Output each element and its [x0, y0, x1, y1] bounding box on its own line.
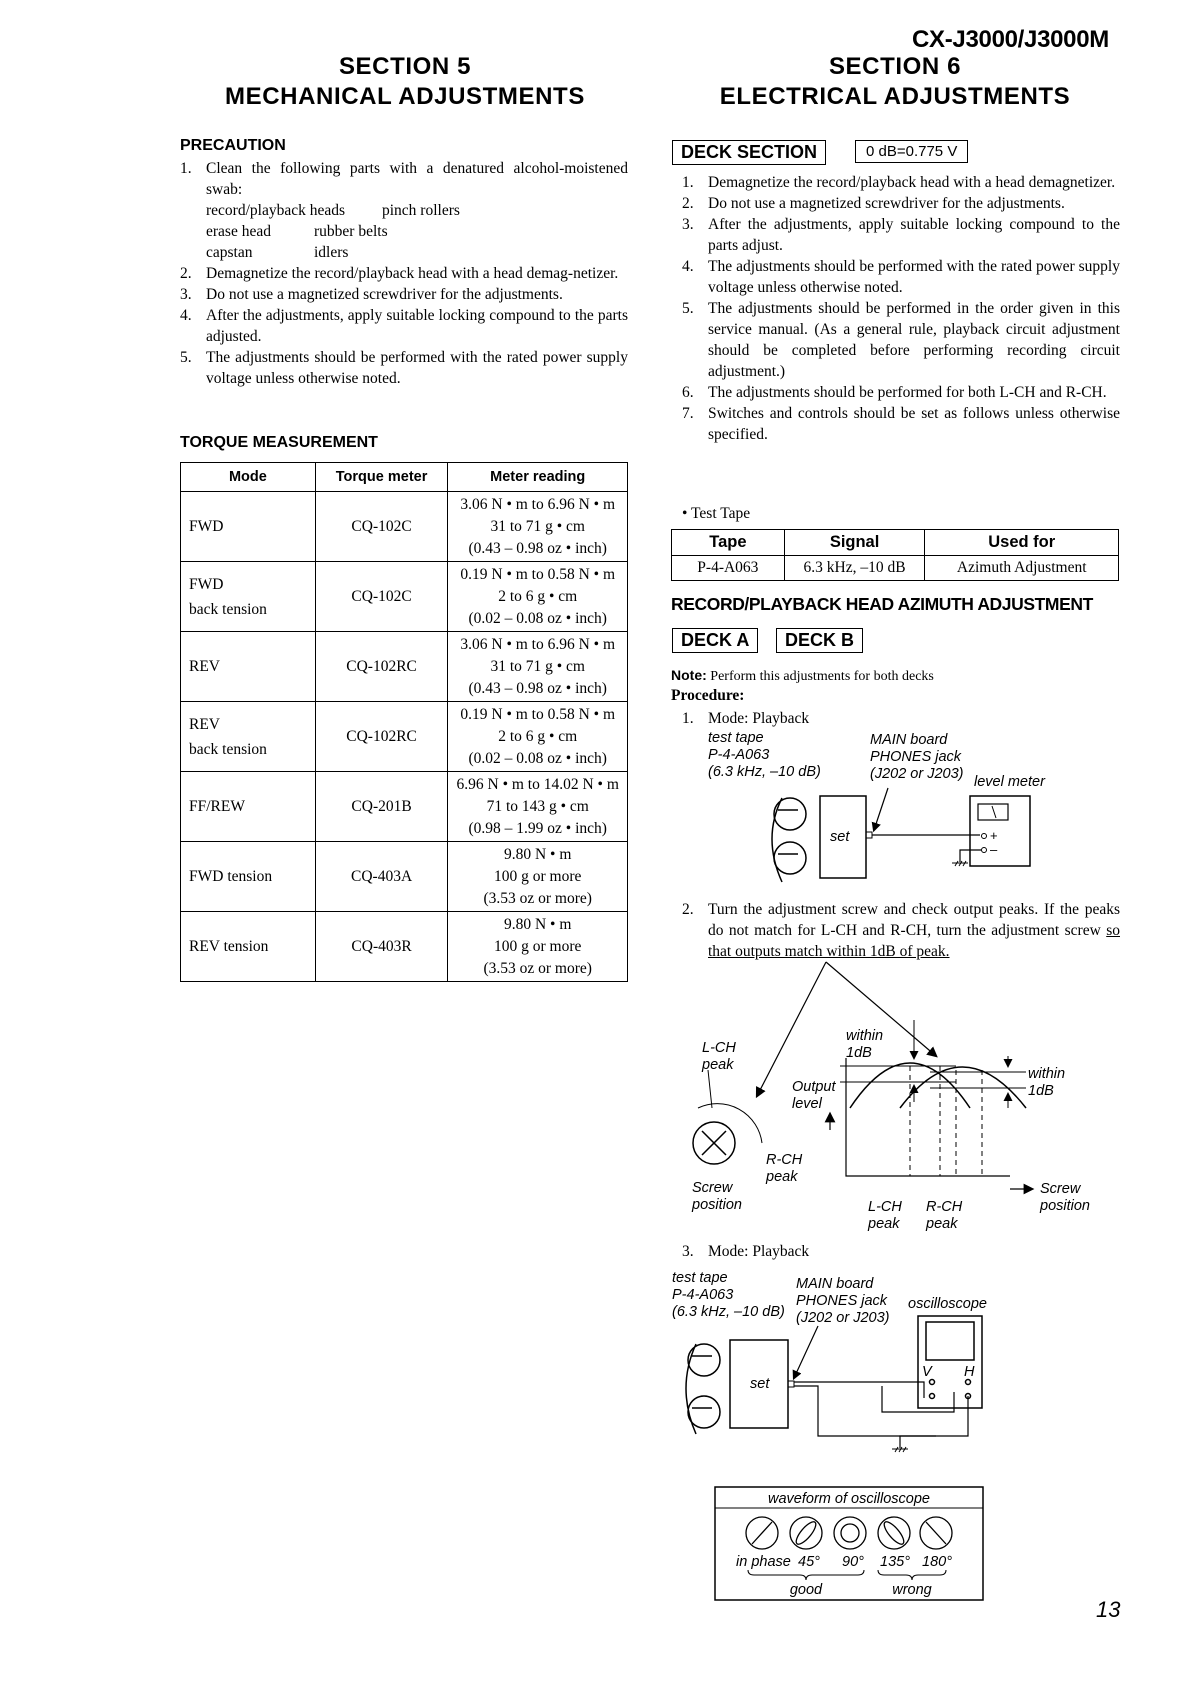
- underlined-text: so that outputs match within 1dB of peak.: [708, 922, 1120, 960]
- reading-cell: 9.80 N • m 100 g or more (3.53 oz or more): [448, 912, 628, 982]
- set-label: set: [830, 829, 850, 845]
- list-item: 6. The adjustments should be performed for both L-CH and R-CH.: [682, 384, 1107, 401]
- reading-cell: 6.96 N • m to 14.02 N • m 71 to 143 g • cm (0.98 – 1.99 oz • inch): [448, 772, 628, 842]
- diagram-label: test tape: [708, 730, 764, 746]
- waveform-135-icon: [878, 1517, 910, 1549]
- waveform-label: 180°: [922, 1554, 952, 1570]
- axis-lch-peak: L-CH: [868, 1199, 902, 1215]
- part-name: record/playback heads: [206, 202, 346, 219]
- mode-cell: FWD: [181, 492, 316, 562]
- table-cell: Azimuth Adjustment: [925, 556, 1119, 581]
- table-header-row: [672, 530, 1119, 556]
- azimuth-peak-diagram: [670, 958, 1120, 1238]
- precaution-item: 4. After the adjustments, apply suitable locking compound to the parts adjusted.: [180, 307, 628, 345]
- axis-screw-position: Screw: [1040, 1181, 1081, 1197]
- mode-cell: REV: [181, 632, 316, 702]
- waveform-label: 135°: [880, 1554, 910, 1570]
- within-1db-label: 1dB: [1028, 1083, 1054, 1099]
- reading-cell: 3.06 N • m to 6.96 N • m 31 to 71 g • cm (0.43 – 0.98 oz • inch): [448, 492, 628, 562]
- table-row: [181, 912, 628, 982]
- oscilloscope-icon: [918, 1316, 982, 1408]
- diagram-label: test tape: [672, 1270, 728, 1286]
- section-6-heading: [670, 52, 1120, 112]
- diagram-label: (6.3 kHz, –10 dB): [708, 764, 821, 780]
- reading-cell: 0.19 N • m to 0.58 N • m 2 to 6 g • cm (0.02 – 0.08 oz • inch): [448, 562, 628, 632]
- column-header: Used for: [925, 530, 1119, 556]
- waveform-legend: [714, 1486, 986, 1602]
- diagram-label: P-4-A063: [708, 747, 770, 763]
- level-meter-icon: [970, 796, 1030, 866]
- table-row: [181, 702, 628, 772]
- diagram-label: PHONES jack: [796, 1293, 888, 1309]
- diagram-label: PHONES jack: [870, 749, 962, 765]
- mode-cell: FF/REW: [181, 772, 316, 842]
- diagram-label: MAIN board: [870, 732, 948, 748]
- step-3: [682, 1241, 1120, 1262]
- waveform-label: 90°: [842, 1554, 864, 1570]
- deck-b-label: DECK B: [776, 628, 863, 653]
- waveform-45-icon: [790, 1517, 822, 1549]
- diagram-label: level meter: [974, 774, 1045, 790]
- column-header: Meter reading: [448, 463, 628, 492]
- mode-cell: FWD tension: [181, 842, 316, 912]
- precaution-item: 2. Demagnetize the record/playback head with a head demag-netizer.: [180, 265, 619, 282]
- note-text: Perform this adjustments for both decks: [710, 669, 934, 684]
- reading-cell: 0.19 N • m to 0.58 N • m 2 to 6 g • cm (0.02 – 0.08 oz • inch): [448, 702, 628, 772]
- deck-section-label: DECK SECTION: [672, 140, 826, 165]
- output-level-label: level: [792, 1096, 822, 1112]
- mode-cell: REV tension: [181, 912, 316, 982]
- list-item: 3. Mode: Playback: [682, 1243, 810, 1260]
- deck-a-label: DECK A: [672, 628, 758, 653]
- part-name: rubber belts: [314, 223, 388, 240]
- torque-heading: TORQUE MEASUREMENT: [180, 434, 378, 451]
- diagram-label: P-4-A063: [672, 1287, 734, 1303]
- axis-screw-position: position: [1040, 1198, 1090, 1214]
- test-tape-table: [671, 529, 1119, 581]
- reading-cell: 9.80 N • m 100 g or more (3.53 oz or more): [448, 842, 628, 912]
- precaution-item: 1. Clean the following parts with a denatured alcohol-moistened swab:: [180, 160, 628, 198]
- precaution-list: [180, 158, 628, 389]
- graph-axes: [846, 1058, 1010, 1176]
- column-header: Torque meter: [315, 463, 448, 492]
- screw-position-label: Screw: [692, 1180, 733, 1196]
- table-row: [672, 556, 1119, 581]
- diagram-label: (J202 or J203): [870, 766, 964, 782]
- precaution-heading: PRECAUTION: [180, 137, 286, 154]
- part-name: idlers: [314, 244, 349, 261]
- diagram-label: (J202 or J203): [796, 1310, 890, 1326]
- waveform-90-icon: [834, 1517, 866, 1549]
- list-item: 7. Switches and controls should be set as follows unless otherwise specified.: [682, 405, 1120, 443]
- reading-cell: 3.06 N • m to 6.96 N • m 31 to 71 g • cm (0.43 – 0.98 oz • inch): [448, 632, 628, 702]
- procedure-label: Procedure:: [671, 687, 745, 704]
- meter-cell: CQ-201B: [315, 772, 448, 842]
- list-item: 2. Do not use a magnetized screwdriver for the adjustments.: [682, 195, 1065, 212]
- step-2: [682, 899, 1120, 962]
- within-1db-label: within: [846, 1028, 884, 1044]
- within-1db-label: within: [1028, 1066, 1066, 1082]
- list-item: 3. After the adjustments, apply suitable locking compound to the parts adjust.: [682, 216, 1120, 254]
- diagram-label: (6.3 kHz, –10 dB): [672, 1304, 785, 1320]
- level-meter-diagram: [660, 726, 1120, 890]
- list-item: 5. The adjustments should be performed in the order given in this service manual. (As a general rule, playback circuit adjustment should be completed before performing recording circuit adjustment.): [682, 300, 1120, 380]
- lch-peak-label: L-CH: [702, 1040, 736, 1056]
- column-header: Signal: [784, 530, 925, 556]
- rch-peak-label: peak: [766, 1169, 798, 1185]
- lch-peak-label: peak: [702, 1057, 734, 1073]
- azimuth-heading: RECORD/PLAYBACK HEAD AZIMUTH ADJUSTMENT: [671, 594, 1093, 614]
- minus-terminal: –: [990, 842, 998, 857]
- leader-arrow: [757, 962, 826, 1096]
- cassette-icon: [772, 798, 806, 882]
- note-label: Note:: [671, 667, 707, 683]
- mode-cell: REV back tension: [181, 702, 316, 772]
- mode-cell: FWD back tension: [181, 562, 316, 632]
- phones-jack-icon: [866, 832, 872, 838]
- waveform-label: in phase: [736, 1554, 791, 1570]
- screw-position-label: position: [692, 1197, 742, 1213]
- rch-peak-label: R-CH: [766, 1152, 803, 1168]
- meter-cell: CQ-102C: [315, 492, 448, 562]
- section-number: SECTION 5: [338, 53, 472, 80]
- section-title: MECHANICAL ADJUSTMENTS: [225, 83, 585, 110]
- adjustment-screw-icon: [693, 1070, 762, 1164]
- db-reference: 0 dB=0.775 V: [855, 140, 968, 163]
- output-level-label: Output: [792, 1079, 836, 1095]
- list-item: 1. Mode: Playback: [682, 710, 810, 727]
- test-tape-label: • Test Tape: [682, 505, 751, 522]
- oscilloscope-diagram: [668, 1264, 1120, 1460]
- axis-rch-peak: peak: [926, 1216, 958, 1232]
- table-row: [181, 842, 628, 912]
- table-cell: 6.3 kHz, –10 dB: [784, 556, 925, 581]
- note: [671, 667, 934, 685]
- h-input-label: H: [964, 1364, 975, 1380]
- axis-lch-peak: peak: [868, 1216, 900, 1232]
- section-5-heading: [180, 52, 630, 112]
- table-row: [181, 632, 628, 702]
- table-row: [181, 492, 628, 562]
- part-name: erase head: [206, 223, 271, 240]
- waveform-180-icon: [920, 1517, 952, 1549]
- torque-table: [180, 462, 628, 982]
- column-header: Tape: [672, 530, 785, 556]
- table-row: [181, 562, 628, 632]
- waveform-title: waveform of oscilloscope: [768, 1491, 930, 1507]
- diagram-label: MAIN board: [796, 1276, 874, 1292]
- precaution-item: 3. Do not use a magnetized screwdriver for the adjustments.: [180, 286, 563, 303]
- meter-cell: CQ-102C: [315, 562, 448, 632]
- precaution-item: 5. The adjustments should be performed with the rated power supply voltage unless otherwise noted.: [180, 349, 628, 387]
- parts-list: [180, 200, 628, 263]
- meter-cell: CQ-102RC: [315, 702, 448, 772]
- list-item: 1. Demagnetize the record/playback head with a head demagnetizer.: [682, 174, 1116, 191]
- v-input-label: V: [922, 1364, 932, 1380]
- part-name: pinch rollers: [382, 202, 460, 219]
- column-header: Mode: [181, 463, 316, 492]
- table-header-row: [181, 463, 628, 492]
- table-row: [181, 772, 628, 842]
- section-title: ELECTRICAL ADJUSTMENTS: [719, 83, 1071, 110]
- list-item: 4. The adjustments should be performed with the rated power supply voltage unless otherwise noted.: [682, 258, 1120, 296]
- wrong-label: wrong: [892, 1582, 932, 1598]
- model-number: CX-J3000/J3000M: [912, 26, 1109, 53]
- within-1db-label: 1dB: [846, 1045, 872, 1061]
- oscilloscope-label: oscilloscope: [908, 1296, 987, 1312]
- axis-rch-peak: R-CH: [926, 1199, 963, 1215]
- section-number: SECTION 6: [828, 53, 962, 80]
- list-item: 2. Turn the adjustment screw and check output peaks. If the peaks do not match for L-CH and R-CH, turn the adjustment screw so that outputs match within 1dB of peak.: [682, 901, 1120, 960]
- table-cell: P-4-A063: [672, 556, 785, 581]
- waveform-label: 45°: [798, 1554, 820, 1570]
- cassette-icon: [686, 1344, 720, 1434]
- phones-jack-icon: [788, 1381, 794, 1387]
- electrical-precaution-list: [682, 172, 1120, 445]
- meter-cell: CQ-403R: [315, 912, 448, 982]
- waveform-in-phase-icon: [746, 1517, 778, 1549]
- meter-cell: CQ-102RC: [315, 632, 448, 702]
- good-label: good: [789, 1582, 823, 1598]
- meter-cell: CQ-403A: [315, 842, 448, 912]
- page-number: 13: [1096, 1597, 1121, 1622]
- leader-arrow: [874, 788, 888, 830]
- part-name: capstan: [206, 244, 253, 261]
- plus-terminal: +: [990, 828, 998, 843]
- set-label: set: [750, 1376, 770, 1392]
